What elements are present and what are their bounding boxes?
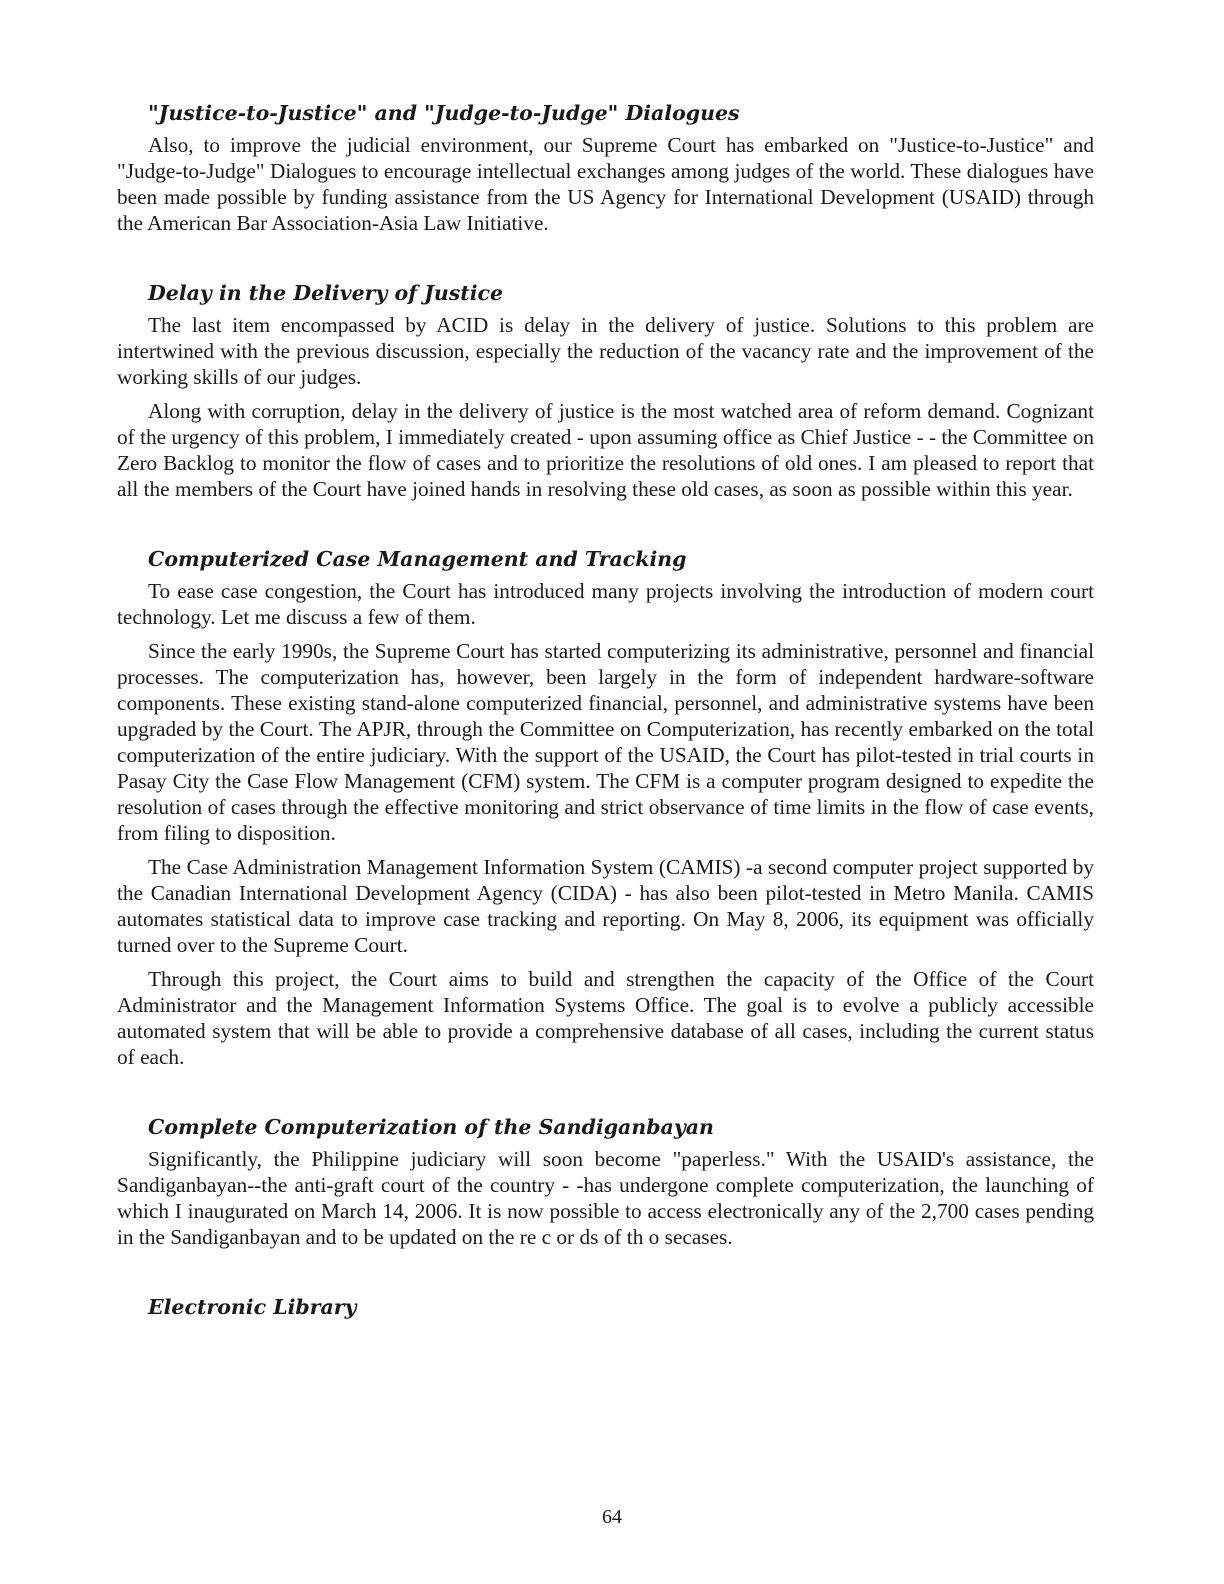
section-delay-in-justice [117, 280, 1094, 502]
paragraph: To ease case congestion, the Court has introduced many projects involving the introduction of modern court technology. Let me discuss a few of them. [117, 579, 1094, 629]
paragraph: The last item encompassed by ACID is delay in the delivery of justice. Solutions to this problem are intertwined with the previous discussion, especially the reduction of the vacancy rate and the improvement of the working skills of our judges. [117, 313, 1094, 389]
section-justice-dialogues [117, 100, 1094, 236]
paragraph: Also, to improve the judicial environment, our Supreme Court has embarked on "Justice-to-Justice" and "Judge-to-Judge" Dialogues to encourage intellectual exchanges among judges of the world. These dialogues have been made possible by funding assistance from the US Agency for International Development (USAID) through the American Bar Association-Asia Law Initiative. [117, 133, 1094, 235]
page-number: 64 [602, 1506, 622, 1528]
paragraph: Since the early 1990s, the Supreme Court has started computerizing its administrative, personnel and financial processes. The computerization has, however, been largely in the form of independent hardware-software components. These existing stand-alone computerized financial, personnel, and administrative systems have been upgraded by the Court. The APJR, through the Committee on Computerization, has recently embarked on the total computerization of the entire judiciary. With the support of the USAID, the Court has pilot-tested in trial courts in Pasay City the Case Flow Management (CFM) system. The CFM is a computer program designed to expedite the resolution of cases through the effective monitoring and strict observance of time limits in the flow of case events, from filing to disposition. [117, 639, 1094, 845]
paragraph: Through this project, the Court aims to build and strengthen the capacity of the Office of the Court Administrator and the Management Information Systems Office. The goal is to evolve a publicly accessible automated system that will be able to provide a comprehensive database of all cases, including the current status of each. [117, 967, 1094, 1069]
section-heading: Computerized Case Management and Tracking [148, 547, 687, 571]
section-heading: "Justice-to-Justice" and "Judge-to-Judge" Dialogues [148, 101, 740, 125]
document-page [117, 100, 1094, 1364]
section-heading: Electronic Library [148, 1295, 357, 1319]
paragraph: Along with corruption, delay in the delivery of justice is the most watched area of reform demand. Cognizant of the urgency of this problem, I immediately created - upon assuming office as Chief Justice - - the Committee on Zero Backlog to monitor the flow of cases and to prioritize the resolutions of old ones. I am pleased to report that all the members of the Court have joined hands in resolving these old cases, as soon as possible within this year. [117, 399, 1094, 501]
paragraph: The Case Administration Management Information System (CAMIS) -a second computer project supported by the Canadian International Development Agency (CIDA) - has also been pilot-tested in Metro Manila. CAMIS automates statistical data to improve case tracking and reporting. On May 8, 2006, its equipment was officially turned over to the Supreme Court. [117, 855, 1094, 957]
section-heading: Delay in the Delivery of Justice [148, 281, 504, 305]
section-sandiganbayan [117, 1114, 1094, 1250]
paragraph: Significantly, the Philippine judiciary will soon become "paperless." With the USAID's assistance, the Sandiganbayan--the anti-graft court of the country - -has undergone complete computerization, the launching of which I inaugurated on March 14, 2006. It is now possible to access electronically any of the 2,700 cases pending in the Sandiganbayan and to be updated on the re c or ds of th o secases. [117, 1147, 1094, 1249]
section-electronic-library [117, 1294, 1094, 1320]
section-case-management [117, 546, 1094, 1070]
section-heading: Complete Computerization of the Sandiganbayan [148, 1115, 714, 1139]
